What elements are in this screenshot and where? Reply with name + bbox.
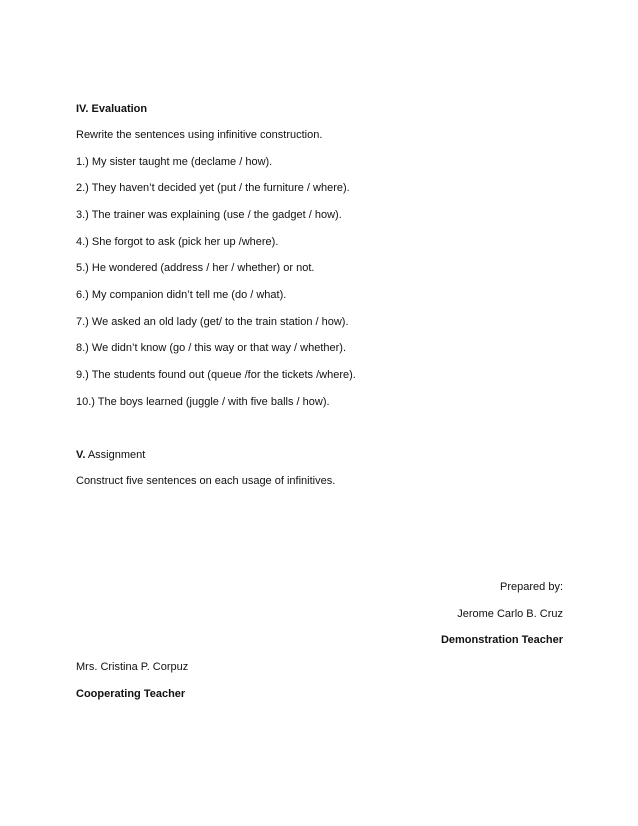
cooperating-teacher-role: Cooperating Teacher [76,688,186,700]
assignment-instruction: Construct five sentences on each usage of infinitives. [76,475,336,487]
evaluation-item: 5.) He wondered (address / her / whether) or not. [76,262,315,274]
evaluation-item: 3.) The trainer was explaining (use / the gadget / how). [76,209,342,221]
evaluation-item: 4.) She forgot to ask (pick her up /where). [76,236,279,248]
evaluation-item: 9.) The students found out (queue /for the tickets /where). [76,369,356,381]
evaluation-item: 1.) My sister taught me (declame / how). [76,156,273,168]
preparer-name: Jerome Carlo B. Cruz [457,608,563,620]
evaluation-item: 8.) We didn’t know (go / this way or that way / whether). [76,342,347,354]
assignment-heading-number: V. [76,449,86,461]
assignment-heading-text: Assignment [85,449,146,461]
evaluation-heading: IV. Evaluation [76,103,148,115]
prepared-by-label: Prepared by: [500,581,563,593]
evaluation-item: 7.) We asked an old lady (get/ to the train station / how). [76,316,349,328]
evaluation-item: 10.) The boys learned (juggle / with five balls / how). [76,396,330,408]
evaluation-item: 2.) They haven’t decided yet (put / the furniture / where). [76,182,350,194]
cooperating-teacher-name: Mrs. Cristina P. Corpuz [76,661,189,673]
assignment-heading [76,448,145,462]
preparer-role: Demonstration Teacher [440,634,563,646]
evaluation-item: 6.) My companion didn’t tell me (do / what). [76,289,287,301]
evaluation-instruction: Rewrite the sentences using infinitive construction. [76,129,323,141]
